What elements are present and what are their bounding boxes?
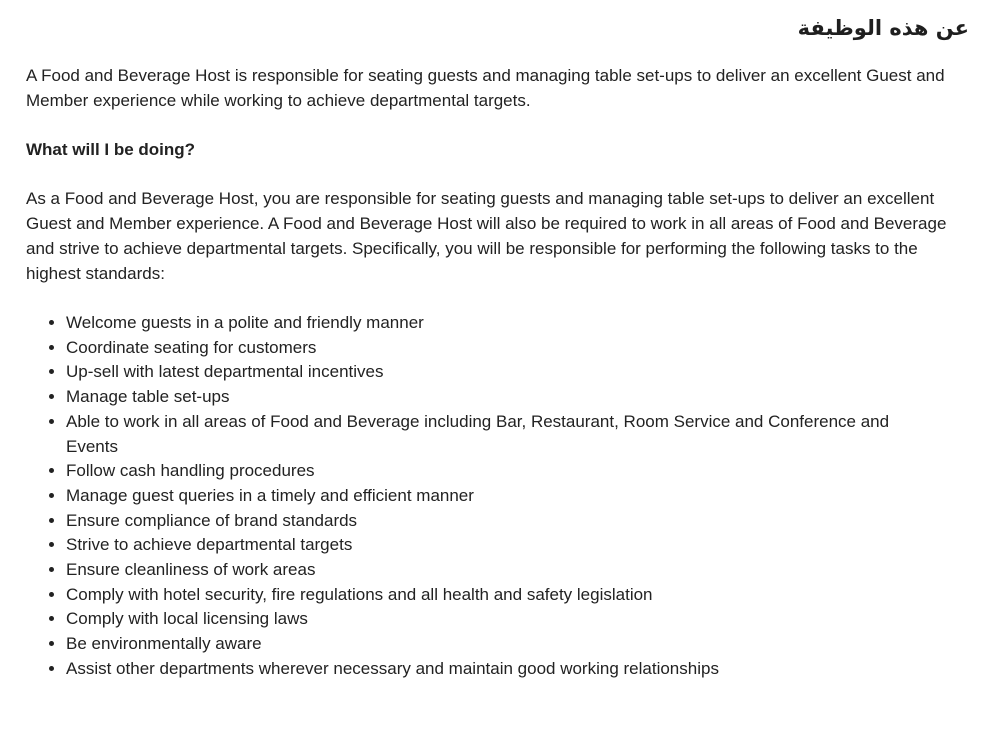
paragraph-spacer xyxy=(26,113,969,138)
section-title: عن هذه الوظيفة xyxy=(797,16,969,40)
task-list-item: • Manage table set-ups xyxy=(66,385,926,410)
task-list-item: • Strive to achieve departmental targets xyxy=(66,533,926,558)
task-list-item: • Ensure cleanliness of work areas xyxy=(66,558,926,583)
task-list-item: • Follow cash handling procedures xyxy=(66,459,926,484)
task-list-item: • Assist other departments wherever necessary and maintain good working relationships xyxy=(66,657,926,682)
task-list-item: • Able to work in all areas of Food and Beverage including Bar, Restaurant, Room Service and Conference and Events xyxy=(66,410,926,459)
task-list xyxy=(26,311,926,682)
paragraph-spacer xyxy=(26,286,969,311)
paragraph-spacer xyxy=(26,163,969,188)
intro-paragraph: A Food and Beverage Host is responsible for seating guests and managing table set-ups to deliver an excellent Guest and Member experience while working to achieve departmental targets. xyxy=(26,66,945,110)
responsibilities-heading: What will I be doing? xyxy=(26,140,196,160)
task-list-item: • Up-sell with latest departmental incentives xyxy=(66,360,926,385)
task-list-item: • Welcome guests in a polite and friendly manner xyxy=(66,311,926,336)
task-list-item: • Comply with local licensing laws xyxy=(66,607,926,632)
task-list-item: • Be environmentally aware xyxy=(66,632,926,657)
task-list-item: • Ensure compliance of brand standards xyxy=(66,509,926,534)
job-description-content xyxy=(26,64,969,682)
job-description-page xyxy=(0,14,995,734)
task-list-item: • Manage guest queries in a timely and efficient manner xyxy=(66,484,926,509)
task-list-item: • Comply with hotel security, fire regulations and all health and safety legislation xyxy=(66,583,926,608)
task-list-item: • Coordinate seating for customers xyxy=(66,336,926,361)
responsibilities-description: As a Food and Beverage Host, you are responsible for seating guests and managing table set-ups to deliver an excellent Guest and Member experience. A Food and Beverage Host will also be required to work in all areas of Food and Beverage and strive to achieve departmental targets. Specifically, you will be responsible for performing the following tasks to the highest standards: xyxy=(26,189,947,283)
